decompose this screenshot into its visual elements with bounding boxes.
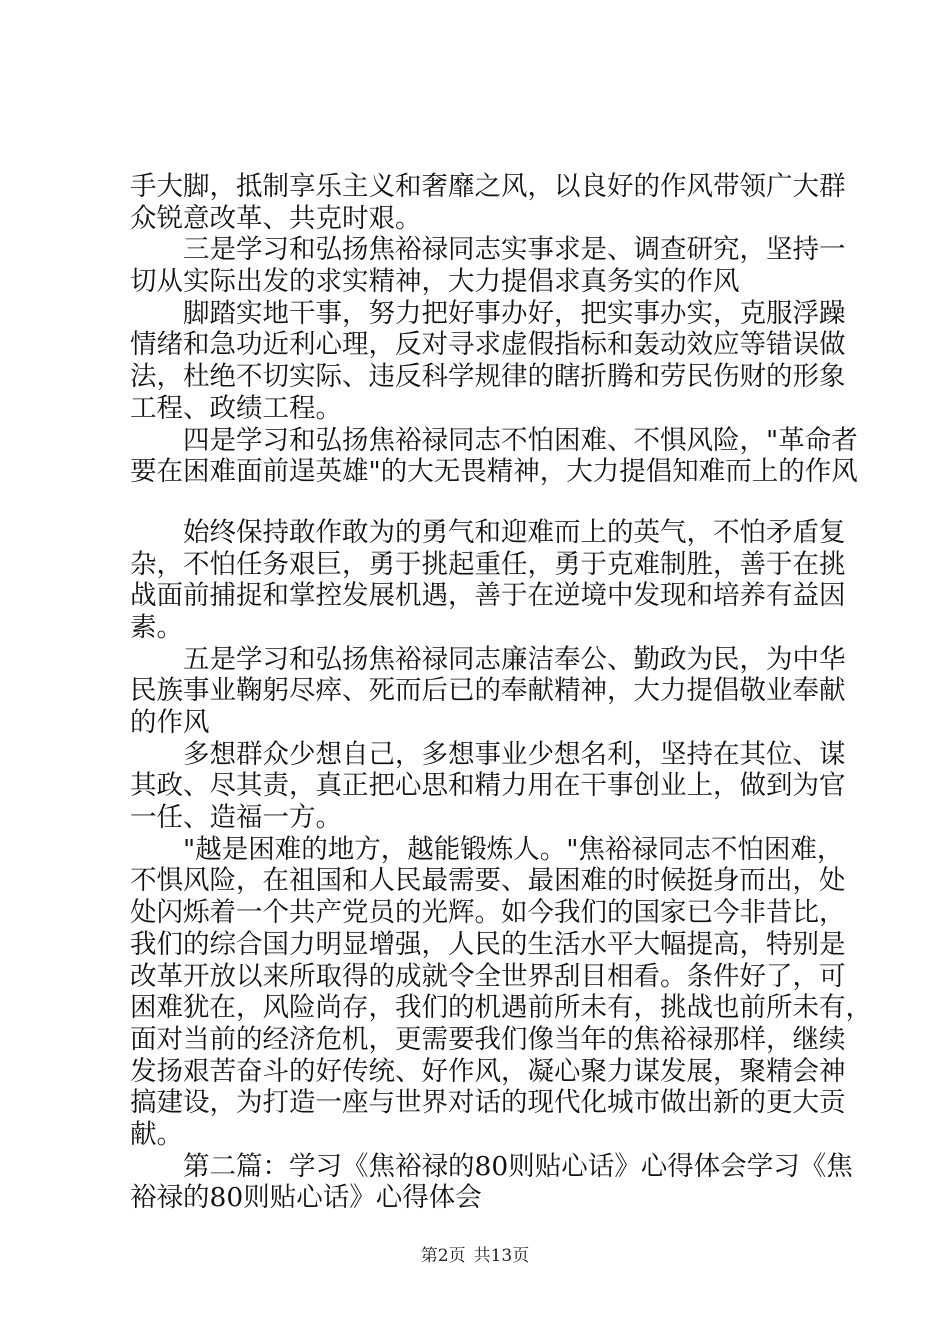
paragraph: [130, 516, 846, 644]
text-line: 法，杜绝不切实际、违反科学规律的瞎折腾和劳民伤财的形象: [130, 361, 846, 393]
paragraph: [130, 297, 846, 425]
text-line: 众锐意改革、共克时艰。: [130, 202, 422, 234]
page-footer: [0, 1245, 950, 1267]
text-line: 切从实际出发的求实精神，大力提倡求真务实的作风: [130, 266, 740, 298]
text-line: 多想群众少想自己，多想事业少想名利，坚持在其位、谋: [183, 738, 846, 770]
text-line: 素。: [130, 611, 183, 643]
paragraph: [130, 1150, 853, 1214]
text-line: 五是学习和弘扬焦裕禄同志廉洁奉公、勤政为民，为中华: [183, 643, 846, 675]
text-line: 战面前捕捉和掌控发展机遇，善于在逆境中发现和培养有益因: [130, 580, 846, 612]
text-line: 改革开放以来所取得的成就令全世界刮目相看。条件好了，可: [130, 960, 846, 992]
text-line: 三是学习和弘扬焦裕禄同志实事求是、调查研究，坚持一: [183, 234, 846, 266]
text-line: 处闪烁着一个共产党员的光辉。如今我们的国家已今非昔比，: [130, 897, 846, 929]
text-line: 献。: [130, 1118, 183, 1150]
text-line: 杂，不怕任务艰巨，勇于挑起重任，勇于克难制胜，善于在挑: [130, 548, 846, 580]
text-line: 困难犹在，风险尚存，我们的机遇前所未有，挑战也前所未有，: [130, 992, 872, 1024]
text-line: 四是学习和弘扬焦裕禄同志不怕困难、不惧风险，"革命者: [183, 424, 858, 456]
text-line: 民族事业鞠躬尽瘁、死而后已的奉献精神，大力提倡敬业奉献: [130, 675, 846, 707]
paragraph: [130, 833, 872, 1151]
text-line: 其政、尽其责，真正把心思和精力用在干事创业上，做到为官: [130, 770, 846, 802]
text-line: 不惧风险，在祖国和人民最需要、最困难的时候挺身而出，处: [130, 865, 846, 897]
text-line: 我们的综合国力明显增强，人民的生活水平大幅提高，特别是: [130, 928, 846, 960]
text-line: 工程、政绩工程。: [130, 392, 342, 424]
page-total: 共13页: [473, 1246, 530, 1266]
page-number: 第2页: [420, 1246, 466, 1266]
text-line: 发扬艰苦奋斗的好传统、好作风，凝心聚力谋发展，聚精会神: [130, 1055, 846, 1087]
text-line: 情绪和急功近利心理，反对寻求虚假指标和轰动效应等错误做: [130, 329, 846, 361]
text-line: 的作风: [130, 707, 210, 738]
paragraph: [130, 643, 846, 739]
document-body: [130, 171, 872, 1214]
paragraph-gap: [130, 488, 830, 517]
text-line: 一任、造福一方。: [130, 802, 342, 834]
paragraph: [130, 424, 858, 488]
paragraph: [130, 171, 846, 234]
text-line: 第二篇：学习《焦裕禄的80则贴心话》心得体会学习《焦: [183, 1150, 853, 1182]
paragraph: [130, 738, 846, 834]
text-line: 裕禄的80则贴心话》心得体会: [130, 1182, 482, 1214]
text-line: 要在困难面前逞英雄"的大无畏精神，大力提倡知难而上的作风: [130, 456, 858, 488]
text-line: 脚踏实地干事，努力把好事办好，把实事办实，克服浮躁: [183, 297, 846, 329]
text-line: 面对当前的经济危机，更需要我们像当年的焦裕禄那样，继续: [130, 1023, 846, 1055]
text-line: 始终保持敢作敢为的勇气和迎难而上的英气，不怕矛盾复: [183, 516, 846, 548]
paragraph: [130, 234, 846, 298]
text-line: "越是困难的地方，越能锻炼人。"焦裕禄同志不怕困难，: [183, 833, 844, 865]
text-line: 搞建设，为打造一座与世界对话的现代化城市做出新的更大贡: [130, 1087, 846, 1119]
text-line: 手大脚，抵制享乐主义和奢靡之风，以良好的作风带领广大群: [130, 171, 846, 202]
